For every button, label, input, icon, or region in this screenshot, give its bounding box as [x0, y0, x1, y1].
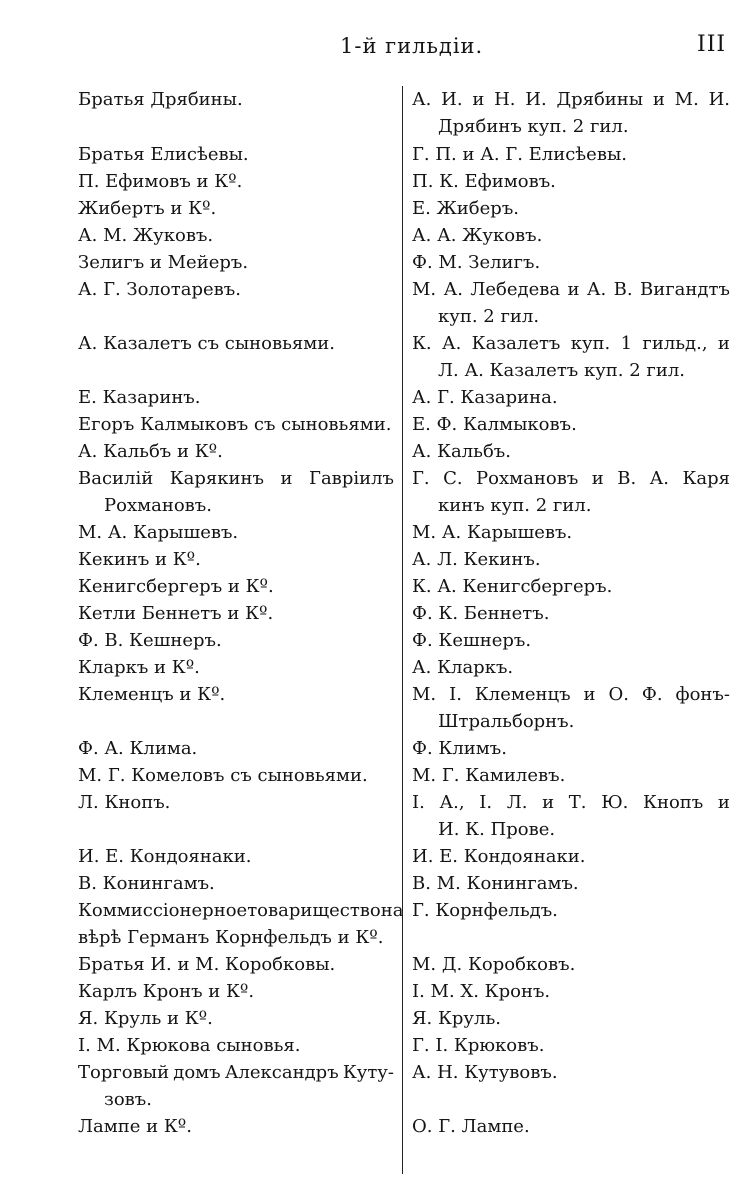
table-row	[0, 843, 753, 870]
firm-name: М. А. Карышевъ.	[78, 522, 239, 543]
owner-names: Е. Ф. Калмыковъ.	[412, 414, 577, 435]
owner-names: А. Кальбъ.	[412, 441, 511, 462]
table-row	[0, 86, 753, 113]
firm-name: Рохмановъ.	[104, 495, 212, 516]
owner-names: Штральборнъ.	[438, 711, 575, 732]
firm-name: Коммиссіонерное товарищество на	[78, 900, 404, 921]
owner-names: А. И. и Н. И. Дрябины и М. И.	[412, 89, 730, 110]
firm-name: В. Конингамъ.	[78, 873, 215, 894]
owner-names: И. Е. Кондоянаки.	[412, 846, 586, 867]
firm-name: Егоръ Калмыковъ съ сыновьями.	[78, 414, 392, 435]
owner-names: П. К. Ефимовъ.	[412, 171, 556, 192]
owner-names: М. Д. Коробковъ.	[412, 954, 576, 975]
table-row	[0, 303, 753, 330]
table-row	[0, 330, 753, 357]
owner-names: А. Кларкъ.	[412, 657, 514, 678]
firm-name: Карлъ Кронъ и Кº.	[78, 981, 255, 1002]
owner-names: М. А. Лебедева и А. В. Вигандтъ	[412, 279, 730, 300]
firm-name: Клеменцъ и Кº.	[78, 684, 226, 705]
table-row	[0, 195, 753, 222]
firm-name: Л. Кнопъ.	[78, 792, 171, 813]
table-row	[0, 897, 753, 924]
table-row	[0, 168, 753, 195]
table-row	[0, 249, 753, 276]
firm-name: Кетли Беннетъ и Кº.	[78, 603, 274, 624]
firm-name: Братья Дрябины.	[78, 89, 243, 110]
firm-name: П. Ефимовъ и Кº.	[78, 171, 243, 192]
table-row	[0, 492, 753, 519]
table-row	[0, 1113, 753, 1140]
table-row	[0, 384, 753, 411]
owner-names: М. А. Карышевъ.	[412, 522, 573, 543]
owner-names: К. А. Казалетъ куп. 1 гильд., и	[412, 333, 730, 354]
owner-names: Г. П. и А. Г. Елисѣевы.	[412, 144, 627, 165]
owner-names: Ф. Кешнеръ.	[412, 630, 532, 651]
firm-name: вѣрѣ Германъ Корнфельдъ и Кº.	[78, 927, 384, 948]
owner-names: Л. А. Казалетъ куп. 2 гил.	[438, 360, 686, 381]
owner-names: А. Л. Кекинъ.	[412, 549, 541, 570]
firm-name: И. Е. Кондоянаки.	[78, 846, 252, 867]
owner-names: Ф. Климъ.	[412, 738, 507, 759]
owner-names: О. Г. Лампе.	[412, 1116, 530, 1137]
firm-name: Братья И. и М. Коробковы.	[78, 954, 336, 975]
table-row	[0, 708, 753, 735]
firm-name: А. Г. Золотаревъ.	[78, 279, 241, 300]
firm-name: А. М. Жуковъ.	[78, 225, 214, 246]
page-header-title: 1-й гильдіи.	[340, 34, 484, 58]
table-row	[0, 1005, 753, 1032]
owner-names: Е. Жиберъ.	[412, 198, 519, 219]
table-row	[0, 1032, 753, 1059]
table-row	[0, 1086, 753, 1113]
firm-name: Ф. А. Клима.	[78, 738, 198, 759]
page-number: III	[697, 32, 727, 57]
owner-names: Я. Круль.	[412, 1008, 501, 1029]
table-row	[0, 465, 753, 492]
table-row	[0, 519, 753, 546]
table-row	[0, 627, 753, 654]
table-row	[0, 978, 753, 1005]
owner-names: М. I. Клеменцъ и О. Ф. фонъ-	[412, 684, 730, 705]
firm-name: Кекинъ и Кº.	[78, 549, 201, 570]
firm-name: Ф. В. Кешнеръ.	[78, 630, 222, 651]
owner-names: Ф. К. Беннетъ.	[412, 603, 550, 624]
table-row	[0, 222, 753, 249]
table-row	[0, 1059, 753, 1086]
owner-names: I. М. Х. Кронъ.	[412, 981, 551, 1002]
firm-name: Братья Елисѣевы.	[78, 144, 249, 165]
table-row	[0, 762, 753, 789]
firm-name: М. Г. Комеловъ съ сыновьями.	[78, 765, 368, 786]
owner-names: Г. С. Рохмановъ и В. А. Каря	[412, 468, 730, 489]
table-row	[0, 600, 753, 627]
owner-names: I. А., I. Л. и Т. Ю. Кнопъ и	[412, 792, 730, 813]
owner-names: Ф. М. Зелигъ.	[412, 252, 541, 273]
firm-name: Я. Круль и Кº.	[78, 1008, 213, 1029]
firm-name: Торговый домъ Александръ Куту-	[78, 1062, 394, 1083]
table-row	[0, 573, 753, 600]
firm-name: Зелигъ и Мейеръ.	[78, 252, 249, 273]
table-row	[0, 141, 753, 168]
table-row	[0, 546, 753, 573]
table-row	[0, 789, 753, 816]
owner-names: А. Г. Казарина.	[412, 387, 558, 408]
owner-names: Г. I. Крюковъ.	[412, 1035, 545, 1056]
table-row	[0, 411, 753, 438]
table-row	[0, 870, 753, 897]
table-row	[0, 654, 753, 681]
firm-name: Лампе и Кº.	[78, 1116, 192, 1137]
firm-name: I. М. Крюкова сыновья.	[78, 1035, 301, 1056]
owner-names: М. Г. Камилевъ.	[412, 765, 566, 786]
owner-names: А. А. Жуковъ.	[412, 225, 543, 246]
firm-name: Жибертъ и Кº.	[78, 198, 217, 219]
table-row	[0, 951, 753, 978]
owner-names: куп. 2 гил.	[438, 306, 540, 327]
table-row	[0, 816, 753, 843]
owner-names: В. М. Конингамъ.	[412, 873, 579, 894]
table-row	[0, 681, 753, 708]
firm-name: Е. Казаринъ.	[78, 387, 201, 408]
table-row	[0, 113, 753, 140]
owner-names: И. К. Прове.	[438, 819, 556, 840]
firm-name: Василій Карякинъ и Гавріилъ	[78, 468, 394, 489]
firm-name: Кенигсбергеръ и Кº.	[78, 576, 274, 597]
table-row	[0, 357, 753, 384]
table-row	[0, 276, 753, 303]
owner-names: К. А. Кенигсбергеръ.	[412, 576, 613, 597]
owner-names: Дрябинъ куп. 2 гил.	[438, 116, 629, 137]
firm-name: зовъ.	[104, 1089, 152, 1110]
firm-name: Кларкъ и Кº.	[78, 657, 200, 678]
table-row	[0, 438, 753, 465]
firm-name: А. Кальбъ и Кº.	[78, 441, 223, 462]
firm-name: А. Казалетъ съ сыновьями.	[78, 333, 336, 354]
table-row	[0, 924, 753, 951]
owner-names: А. Н. Кутувовъ.	[412, 1062, 558, 1083]
owner-names: кинъ куп. 2 гил.	[438, 495, 592, 516]
table-row	[0, 735, 753, 762]
owner-names: Г. Корнфельдъ.	[412, 900, 558, 921]
